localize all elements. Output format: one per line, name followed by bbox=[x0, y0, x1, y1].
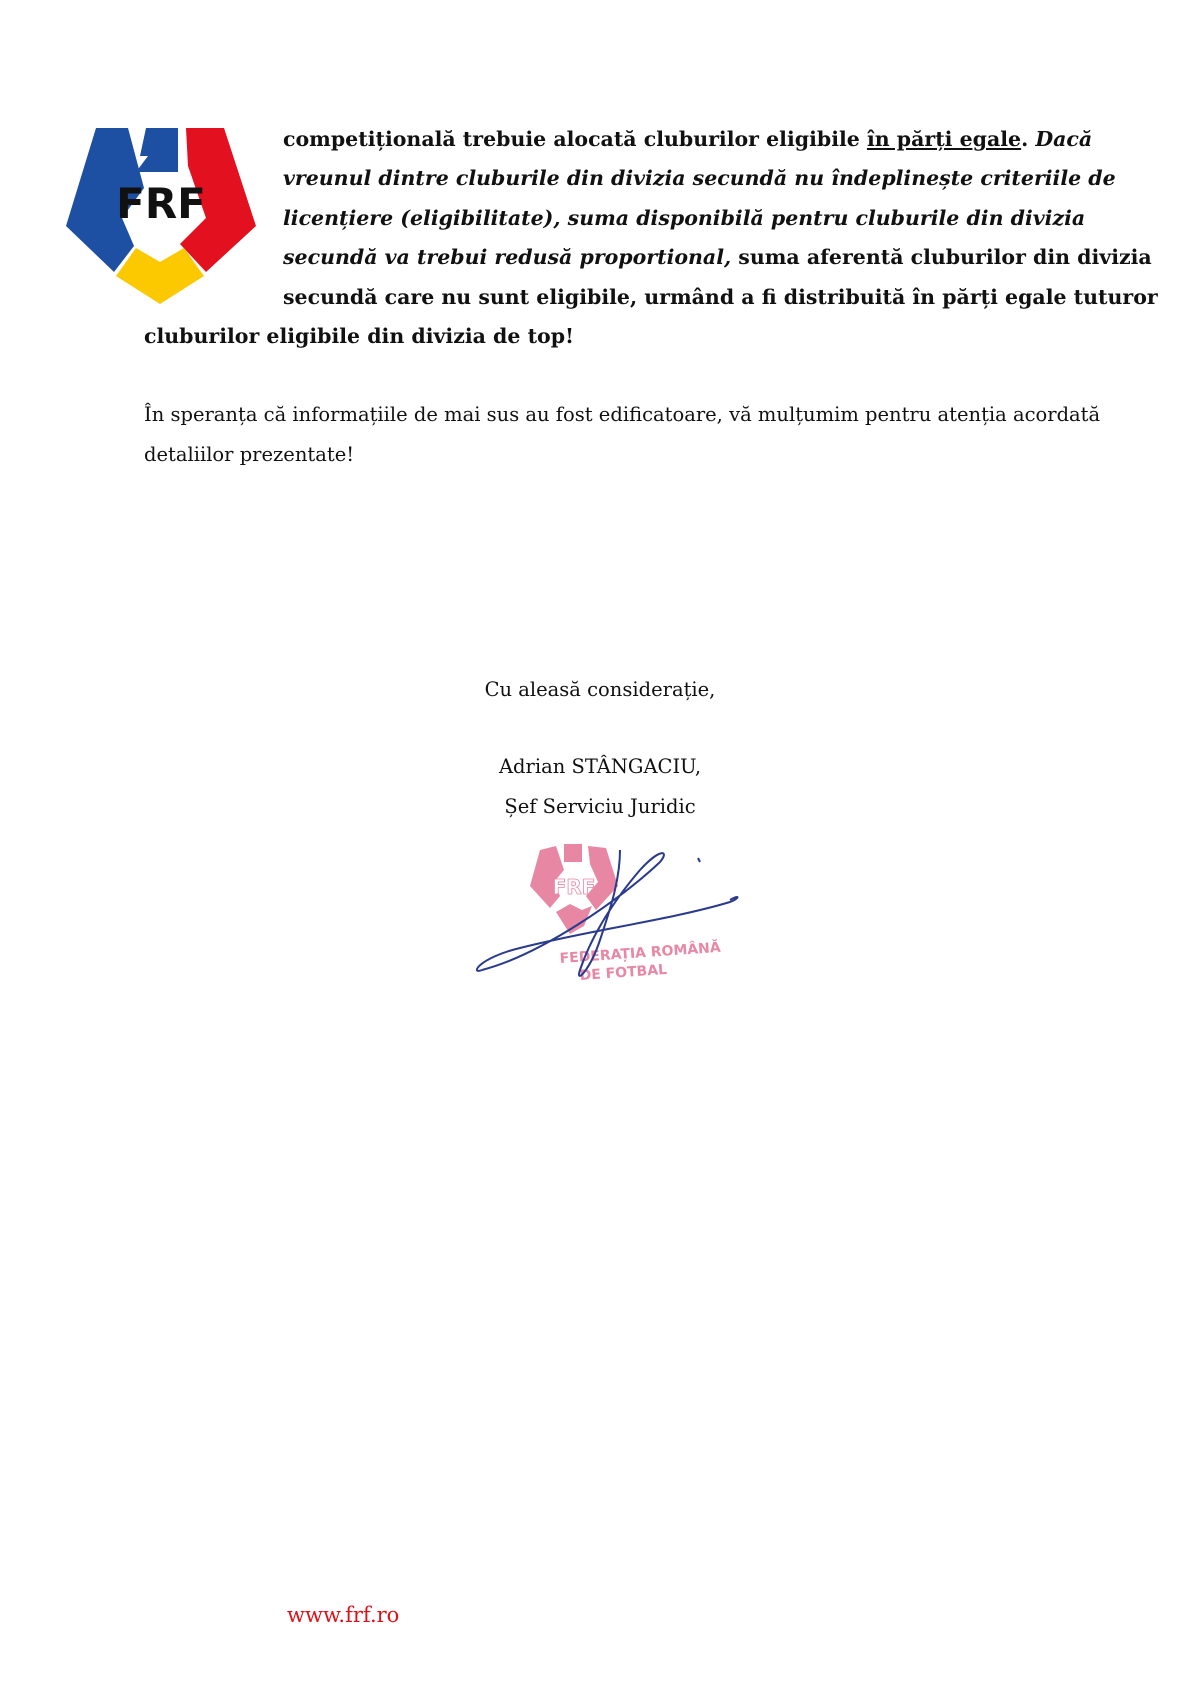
text-span: competițională trebuie alocată cluburilor eligibile bbox=[283, 127, 867, 151]
paragraph-line: secundă care nu sunt eligibile, urmând a fi distribuită în părți egale tuturor bbox=[283, 285, 1158, 309]
logo-text: FRF bbox=[116, 179, 206, 228]
paragraph-line: În speranța că informațiile de mai sus au fost edificatoare, vă mulțumim pentru atenția acordată bbox=[144, 403, 1101, 426]
svg-text:DE FOTBAL: DE FOTBAL bbox=[579, 961, 668, 984]
frf-logo-icon bbox=[66, 126, 256, 304]
text-span: suma aferentă cluburilor din divizia bbox=[731, 245, 1152, 269]
text-span: . bbox=[1021, 127, 1036, 151]
svg-text:FRF: FRF bbox=[552, 875, 596, 899]
underlined-text: în părți egale bbox=[866, 127, 1022, 151]
paragraph-line bbox=[283, 119, 1093, 159]
svg-text:FEDERAȚIA ROMÂNĂ: FEDERAȚIA ROMÂNĂ bbox=[559, 939, 722, 967]
signatory-title: Șef Serviciu Juridic bbox=[504, 795, 696, 818]
frf-stamp-icon bbox=[460, 830, 760, 990]
website-link[interactable]: www.frf.ro bbox=[287, 1603, 400, 1627]
stamp-signature bbox=[460, 830, 760, 990]
italic-text: secundă va trebui redusă proportional, bbox=[283, 245, 732, 269]
paragraph-line: cluburilor eligibile din divizia de top! bbox=[144, 324, 575, 348]
signatory-name: Adrian STÂNGACIU, bbox=[498, 755, 702, 778]
italic-text: Dacă bbox=[1035, 127, 1093, 151]
paragraph-line: licențiere (eligibilitate), suma disponibilă pentru cluburile din divizia bbox=[283, 206, 1086, 230]
paragraph-line bbox=[283, 237, 1152, 277]
salutation: Cu aleasă considerație, bbox=[484, 678, 716, 701]
paragraph-line: detaliilor prezentate! bbox=[144, 443, 355, 466]
paragraph-line: vreunul dintre cluburile din divizia secundă nu îndeplinește criteriile de bbox=[283, 166, 1116, 190]
